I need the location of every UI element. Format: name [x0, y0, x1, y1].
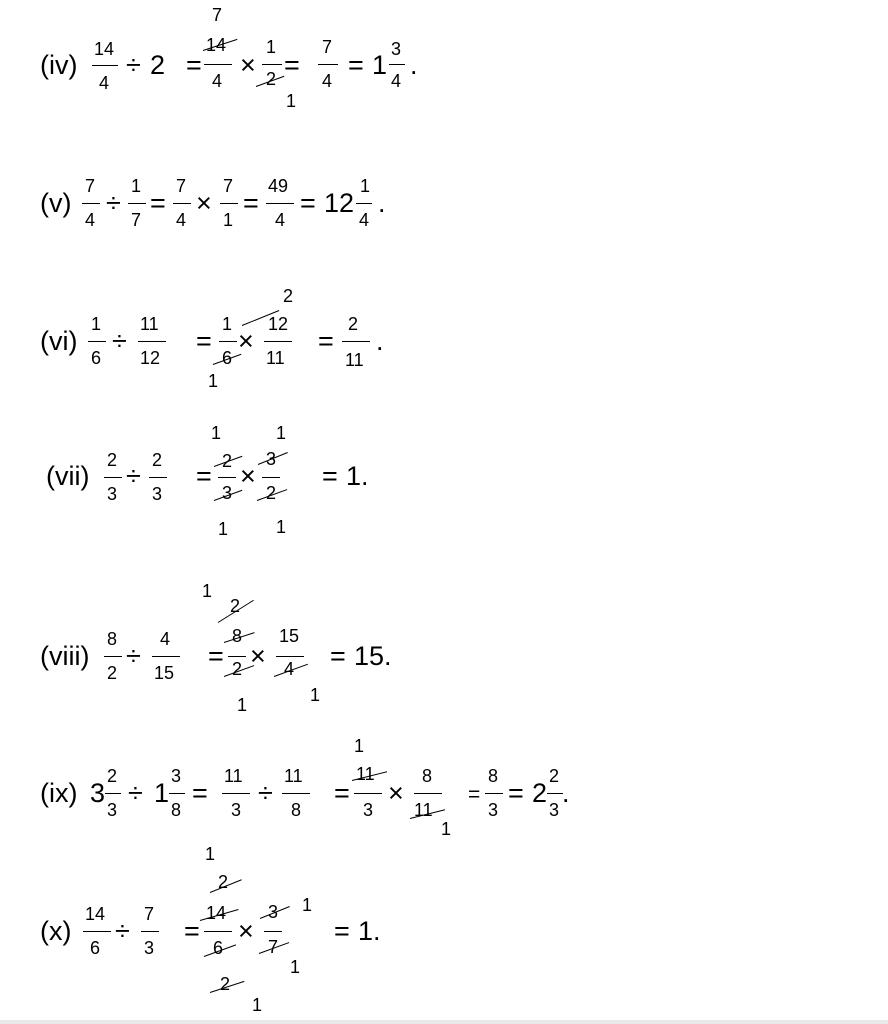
fraction-denominator: 11: [345, 350, 364, 370]
cancel-value: 1: [354, 736, 365, 756]
fraction-denominator: 4: [85, 210, 96, 230]
fraction-bar: [266, 203, 294, 204]
fraction-numerator: 14: [85, 904, 106, 924]
fraction-numerator: 11: [140, 314, 159, 334]
result: 1.: [358, 916, 381, 946]
divide-sign: ÷: [258, 778, 273, 808]
fraction-denominator: 6: [213, 938, 224, 958]
fraction-numerator: 11: [284, 766, 303, 786]
fraction-bar: [173, 203, 191, 204]
cancel-value: 1: [211, 423, 222, 443]
problem-label: (vii): [46, 461, 90, 491]
fraction-numerator: 15: [279, 626, 300, 646]
fraction-numerator: 8: [488, 766, 499, 786]
fraction-denominator: 2: [266, 483, 277, 503]
problem-label: (vi): [40, 326, 78, 356]
times-sign: ×: [238, 916, 254, 946]
fraction-denominator: 15: [154, 663, 175, 683]
result: 15.: [354, 641, 392, 671]
problem-label: (iv): [40, 50, 78, 80]
fraction-denominator: 4: [322, 71, 333, 91]
fraction-bar: [92, 65, 118, 66]
fraction-numerator: 7: [144, 904, 155, 924]
fraction-bar: [356, 203, 372, 204]
fraction-denominator: 8: [171, 800, 182, 820]
fraction-numerator: 7: [223, 176, 234, 196]
fraction-numerator: 49: [268, 176, 289, 196]
fraction-numerator: 1: [360, 176, 371, 196]
fraction-numerator: 3: [171, 766, 182, 786]
end-period: .: [562, 778, 570, 808]
fraction-denominator: 4: [212, 71, 223, 91]
fraction-numerator: 8: [107, 629, 118, 649]
fraction-numerator: 14: [94, 39, 115, 59]
cancel-value: 1: [441, 819, 452, 839]
fraction-bar: [342, 341, 370, 342]
divide-sign: ÷: [126, 641, 141, 671]
divide-sign: ÷: [112, 326, 127, 356]
fraction-bar: [204, 931, 232, 932]
fraction-bar: [354, 793, 382, 794]
cancel-value: 1: [302, 895, 313, 915]
fraction-denominator: 2: [107, 663, 118, 683]
times-sign: ×: [250, 641, 266, 671]
fraction-bar: [262, 477, 280, 478]
equals-sign: =: [330, 641, 346, 671]
fraction-denominator: 3: [152, 484, 163, 504]
fraction-numerator: 1: [266, 37, 277, 57]
cancel-value: 7: [212, 5, 223, 25]
fraction-bar: [218, 477, 236, 478]
equals-sign: =: [348, 50, 364, 80]
fraction-denominator: 4: [391, 71, 402, 91]
fraction-numerator: 3: [268, 902, 279, 922]
cancel-value: 2: [220, 974, 231, 994]
fraction-denominator: 3: [222, 483, 233, 503]
equals-sign: =: [196, 326, 212, 356]
cancel-value: 1: [310, 685, 321, 705]
fraction-denominator: 4: [275, 210, 286, 230]
fraction-numerator: 1: [222, 314, 233, 334]
cancel-value: 2: [283, 286, 294, 306]
fraction-numerator: 11: [356, 764, 375, 784]
fraction-bar: [219, 341, 237, 342]
times-sign: ×: [196, 188, 212, 218]
fraction-denominator: 2: [232, 659, 243, 679]
fraction-bar: [128, 203, 146, 204]
result-whole: 2: [532, 778, 548, 808]
fraction-bar: [169, 793, 185, 794]
fraction-denominator: 11: [414, 800, 433, 820]
fraction-bar: [104, 477, 122, 478]
fraction-bar: [262, 64, 282, 65]
result-whole: 12: [324, 188, 355, 218]
fraction-bar: [83, 931, 111, 932]
fraction-bar: [547, 793, 563, 794]
end-period: .: [378, 188, 386, 218]
fraction-bar: [141, 931, 159, 932]
equals-sign: =: [468, 783, 481, 806]
cancel-value: 1: [252, 995, 263, 1015]
mixed-whole: 3: [90, 778, 106, 808]
fraction-numerator: 3: [266, 449, 277, 469]
cancel-value: 2: [230, 596, 241, 616]
fraction-denominator: 2: [266, 69, 277, 89]
fraction-denominator: 6: [222, 348, 233, 368]
fraction-bar: [389, 64, 405, 65]
fraction-denominator: 3: [488, 800, 499, 820]
fraction-denominator: 8: [291, 800, 302, 820]
fraction-bar: [264, 341, 292, 342]
divide-sign: ÷: [115, 916, 130, 946]
fraction-numerator: 3: [391, 39, 402, 59]
fraction-numerator: 11: [224, 766, 243, 786]
cancel-value: 1: [276, 423, 287, 443]
fraction-bar: [220, 203, 238, 204]
fraction-denominator: 12: [140, 348, 161, 368]
fraction-denominator: 4: [359, 210, 370, 230]
equals-sign: =: [196, 461, 212, 491]
fraction-numerator: 2: [107, 450, 118, 470]
fraction-denominator: 3: [231, 800, 242, 820]
fraction-denominator: 3: [363, 800, 374, 820]
fraction-bar: [222, 793, 250, 794]
fraction-denominator: 3: [144, 938, 155, 958]
fraction-numerator: 1: [91, 314, 102, 334]
problem-label: (x): [40, 916, 72, 946]
cancel-value: 1: [290, 957, 301, 977]
divide-sign: ÷: [128, 778, 143, 808]
cancel-value: 1: [208, 371, 219, 391]
equals-sign: =: [243, 188, 259, 218]
cancel-value: 1: [286, 91, 297, 111]
cancel-value: 1: [205, 844, 216, 864]
divide-sign: ÷: [106, 188, 121, 218]
times-sign: ×: [238, 326, 254, 356]
fraction-denominator: 1: [223, 210, 234, 230]
fraction-denominator: 7: [268, 937, 279, 957]
end-period: .: [410, 50, 418, 80]
times-sign: ×: [240, 50, 256, 80]
equals-sign: =: [300, 188, 316, 218]
equals-sign: =: [318, 326, 334, 356]
mixed-whole: 1: [154, 778, 170, 808]
fraction-numerator: 7: [176, 176, 187, 196]
fraction-denominator: 3: [107, 800, 118, 820]
fraction-denominator: 3: [107, 484, 118, 504]
divide-sign: ÷: [126, 461, 141, 491]
fraction-bar: [204, 64, 232, 65]
fraction-bar: [414, 793, 442, 794]
fraction-bar: [318, 64, 338, 65]
problem-label: (viii): [40, 641, 90, 671]
fraction-numerator: 2: [222, 451, 233, 471]
fraction-bar: [152, 656, 180, 657]
fraction-bar: [105, 793, 121, 794]
result: 1.: [346, 461, 369, 491]
fraction-bar: [88, 341, 106, 342]
fraction-denominator: 11: [266, 348, 285, 368]
fraction-denominator: 6: [91, 348, 102, 368]
fraction-numerator: 2: [152, 450, 163, 470]
fraction-bar: [104, 656, 122, 657]
fraction-bar: [228, 656, 246, 657]
equals-sign: =: [208, 641, 224, 671]
end-period: .: [376, 326, 384, 356]
fraction-bar: [82, 203, 100, 204]
equals-sign: =: [186, 50, 202, 80]
fraction-bar: [264, 931, 282, 932]
cancel-value: 2: [218, 872, 229, 892]
equals-sign: =: [150, 188, 166, 218]
fraction-bar: [149, 477, 167, 478]
problem-label: (ix): [40, 778, 78, 808]
times-sign: ×: [240, 461, 256, 491]
fraction-denominator: 4: [99, 73, 110, 93]
cancel-value: 1: [218, 519, 229, 539]
fraction-denominator: 4: [284, 659, 295, 679]
divide-sign: ÷: [126, 50, 141, 80]
cancel-value: 1: [202, 581, 213, 601]
fraction-bar: [282, 793, 310, 794]
cancel-value: 1: [237, 695, 248, 715]
equals-sign: =: [334, 778, 350, 808]
equals-sign: =: [284, 50, 300, 80]
fraction-denominator: 4: [176, 210, 187, 230]
page-bottom-edge: [0, 1020, 888, 1024]
fraction-denominator: 3: [549, 800, 560, 820]
fraction-denominator: 6: [90, 938, 101, 958]
equals-sign: =: [322, 461, 338, 491]
equals-sign: =: [192, 778, 208, 808]
equals-sign: =: [334, 916, 350, 946]
fraction-numerator: 2: [348, 314, 359, 334]
fraction-bar: [485, 793, 503, 794]
fraction-denominator: 7: [131, 210, 142, 230]
fraction-numerator: 12: [268, 314, 289, 334]
fraction-numerator: 2: [549, 766, 560, 786]
equals-sign: =: [184, 916, 200, 946]
fraction-numerator: 1: [131, 176, 142, 196]
cancel-value: 1: [276, 517, 287, 537]
fraction-numerator: 14: [206, 903, 227, 923]
fraction-numerator: 2: [107, 766, 118, 786]
fraction-numerator: 14: [206, 35, 227, 55]
equals-sign: =: [508, 778, 524, 808]
fraction-numerator: 7: [322, 37, 333, 57]
fraction-numerator: 8: [422, 766, 433, 786]
fraction-numerator: 7: [85, 176, 96, 196]
whole-number: 2: [150, 50, 166, 80]
fraction-bar: [276, 656, 304, 657]
fraction-bar: [138, 341, 166, 342]
times-sign: ×: [388, 778, 404, 808]
fraction-numerator: 8: [232, 626, 243, 646]
fraction-numerator: 4: [160, 629, 171, 649]
problem-label: (v): [40, 188, 72, 218]
result-whole: 1: [372, 50, 388, 80]
